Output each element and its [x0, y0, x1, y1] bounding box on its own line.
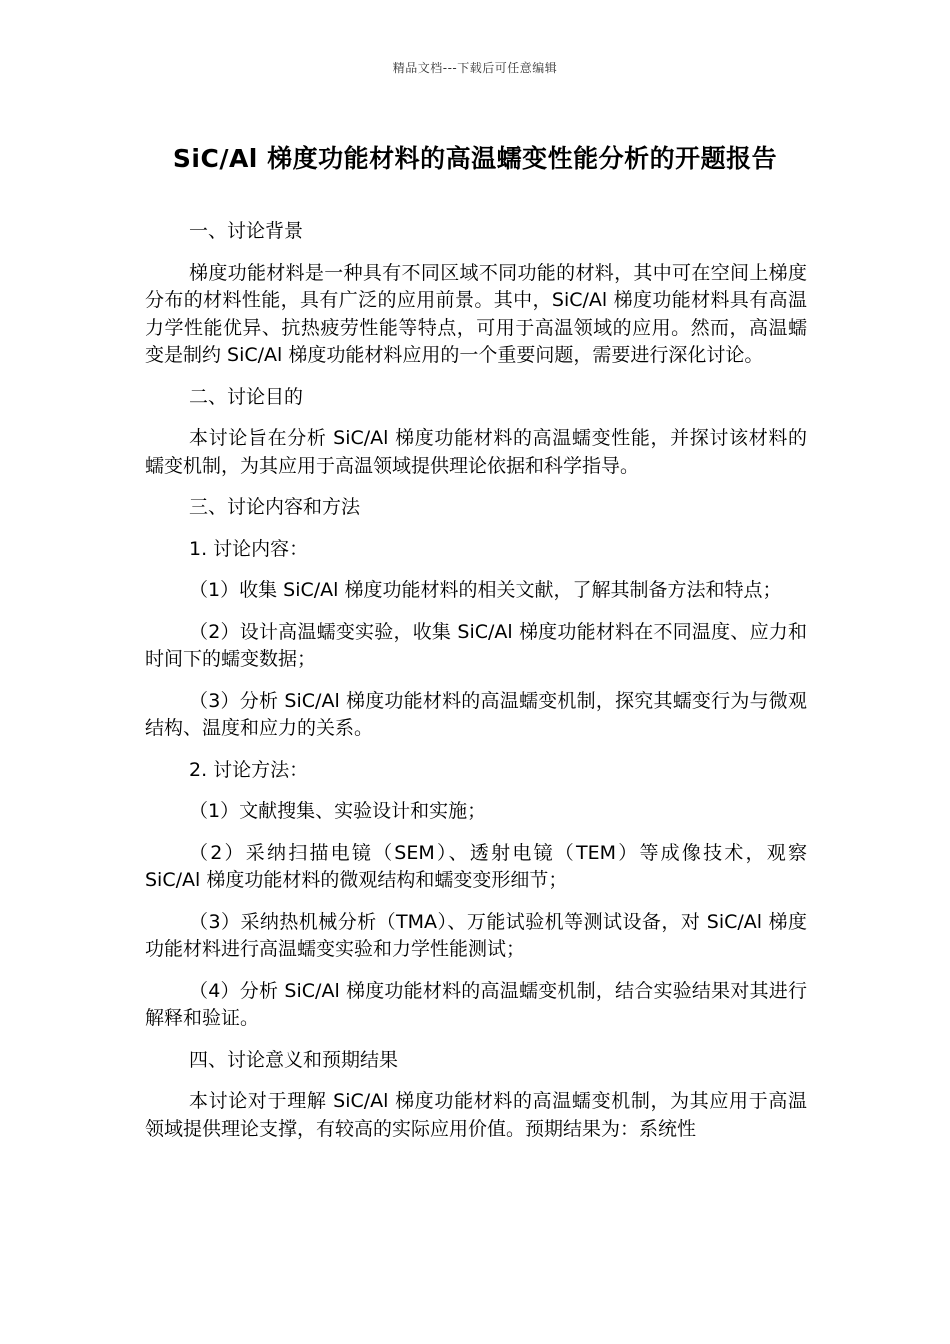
header-note: 精品文档---下载后可任意编辑 — [392, 61, 558, 75]
document-body — [145, 218, 807, 1157]
subheading-methods: 2. 讨论方法： — [189, 758, 309, 781]
list-item: （3）分析 SiC/Al 梯度功能材料的高温蠕变机制，探究其蠕变行为与微观结构、温度和应力的关系。 — [145, 689, 807, 739]
section-heading-content-methods: 三、讨论内容和方法 — [189, 496, 361, 518]
list-item: （3）采纳热机械分析（TMA）、万能试验机等测试设备，对 SiC/Al 梯度功能材料进行高温蠕变实验和力学性能测试； — [145, 910, 807, 960]
list-item: （2）设计高温蠕变实验，收集 SiC/Al 梯度功能材料在不同温度、应力和时间下的蠕变数据； — [145, 620, 807, 670]
significance-paragraph: 本讨论对于理解 SiC/Al 梯度功能材料的高温蠕变机制，为其应用于高温领域提供理论支撑，有较高的实际应用价值。预期结果为：系统性 — [145, 1090, 807, 1140]
list-item: （1）收集 SiC/Al 梯度功能材料的相关文献，了解其制备方法和特点； — [189, 579, 782, 601]
section-heading-background: 一、讨论背景 — [189, 220, 304, 242]
section-heading-significance: 四、讨论意义和预期结果 — [189, 1048, 399, 1071]
subheading-content: 1. 讨论内容： — [189, 537, 309, 560]
list-item: （1）文献搜集、实验设计和实施； — [189, 800, 487, 822]
section-heading-purpose: 二、讨论目的 — [189, 385, 304, 408]
list-item: （4）分析 SiC/Al 梯度功能材料的高温蠕变机制，结合实验结果对其进行解释和验证。 — [145, 979, 807, 1029]
list-item: （2）采纳扫描电镜（SEM）、透射电镜（TEM）等成像技术，观察 SiC/Al 梯度功能材料的微观结构和蠕变变形细节； — [145, 841, 807, 891]
background-paragraph: 梯度功能材料是一种具有不同区域不同功能的材料，其中可在空间上梯度分布的材料性能，具有广泛的应用前景。其中，SiC/Al 梯度功能材料具有高温力学性能优异、抗热疲劳性能等特点，可用于高温领域的应用。然而，高温蠕变是制约 SiC/Al 梯度功能材料应用的一个重要问题，需要进行深化讨论。 — [145, 261, 807, 366]
purpose-paragraph: 本讨论旨在分析 SiC/Al 梯度功能材料的高温蠕变性能，并探讨该材料的蠕变机制，为其应用于高温领域提供理论依据和科学指导。 — [145, 427, 807, 477]
document-title: SiC/Al 梯度功能材料的高温蠕变性能分析的开题报告 — [172, 144, 778, 173]
